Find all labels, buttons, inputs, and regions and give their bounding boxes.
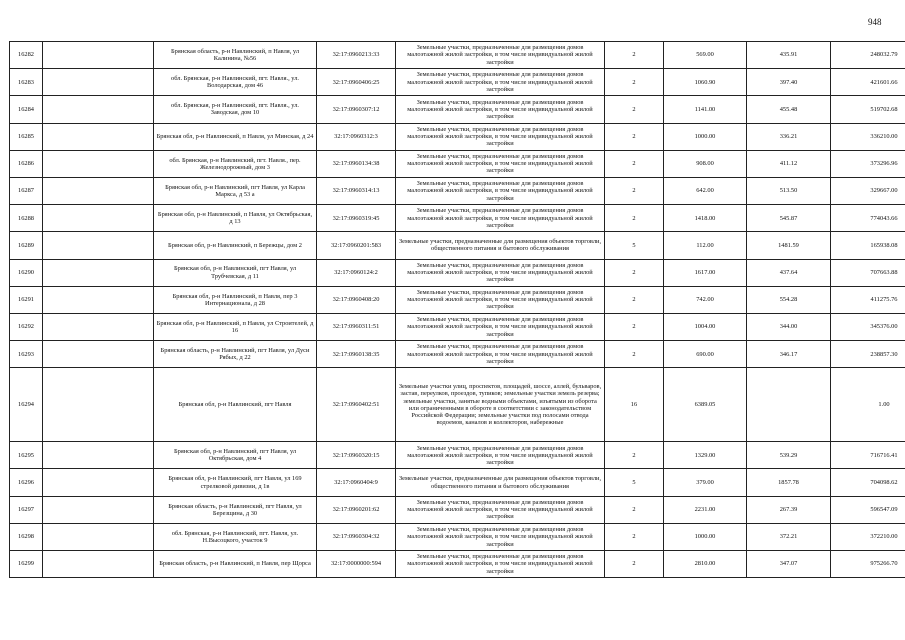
table-row (10, 69, 905, 96)
specific-value-cell: 437.64 (747, 259, 831, 286)
land-use-cell: Земельные участки, предназначенные для размещения домов малоэтажной жилой застройки, в том числе индивидуальной жилой застройки (396, 123, 605, 150)
cadastral-number-cell: 32:17:0960311:51 (317, 313, 396, 340)
row-number-cell: 16296 (10, 469, 43, 496)
cadastral-number-cell: 32:17:0960134:38 (317, 150, 396, 177)
row-number-cell: 16284 (10, 96, 43, 123)
use-group-code-cell: 16 (605, 368, 664, 442)
specific-value-cell: 267.39 (747, 496, 831, 523)
use-group-code-cell: 2 (605, 205, 664, 232)
use-group-code-cell: 2 (605, 442, 664, 469)
specific-value-cell: 539.29 (747, 442, 831, 469)
land-use-cell: Земельные участки, предназначенные для размещения домов малоэтажной жилой застройки, в том числе индивидуальной жилой застройки (396, 177, 605, 204)
area-cell: 379.00 (664, 469, 747, 496)
land-use-cell: Земельные участки, предназначенные для размещения домов малоэтажной жилой застройки, в том числе индивидуальной жилой застройки (396, 69, 605, 96)
empty-cell (43, 442, 154, 469)
area-cell: 1000.00 (664, 523, 747, 550)
land-use-cell: Земельные участки, предназначенные для размещения домов малоэтажной жилой застройки, в том числе индивидуальной жилой застройки (396, 496, 605, 523)
specific-value-cell: 513.50 (747, 177, 831, 204)
address-cell: Брянская обл, р-н Навлинский, п Навля, ул Строителей, д 16 (154, 313, 317, 340)
table-row (10, 496, 905, 523)
empty-cell (43, 96, 154, 123)
row-number-cell: 16287 (10, 177, 43, 204)
table-row (10, 341, 905, 368)
specific-value-cell: 344.00 (747, 313, 831, 340)
use-group-code-cell: 2 (605, 313, 664, 340)
cadastral-value-cell: 336210.00 (831, 123, 905, 150)
cadastral-value-table (9, 41, 905, 578)
use-group-code-cell: 2 (605, 177, 664, 204)
area-cell: 1141.00 (664, 96, 747, 123)
table-row (10, 259, 905, 286)
cadastral-value-cell: 238857.30 (831, 341, 905, 368)
land-use-cell: Земельные участки, предназначенные для размещения объектов торговли, общественного питания и бытового обслуживания (396, 469, 605, 496)
land-use-cell: Земельные участки, предназначенные для размещения домов малоэтажной жилой застройки, в том числе индивидуальной жилой застройки (396, 286, 605, 313)
empty-cell (43, 42, 154, 69)
table-row (10, 150, 905, 177)
use-group-code-cell: 2 (605, 42, 664, 69)
land-use-cell: Земельные участки, предназначенные для размещения домов малоэтажной жилой застройки, в том числе индивидуальной жилой застройки (396, 96, 605, 123)
address-cell: обл. Брянская, р-н Навлинский, пгт. Навля., пер. Железнодорожный, дом 3 (154, 150, 317, 177)
area-cell: 1617.00 (664, 259, 747, 286)
cadastral-number-cell: 32:17:0960312:3 (317, 123, 396, 150)
area-cell: 1418.00 (664, 205, 747, 232)
cadastral-value-cell: 421601.66 (831, 69, 905, 96)
cadastral-value-cell: 329667.00 (831, 177, 905, 204)
use-group-code-cell: 2 (605, 150, 664, 177)
use-group-code-cell: 2 (605, 259, 664, 286)
row-number-cell: 16298 (10, 523, 43, 550)
use-group-code-cell: 2 (605, 286, 664, 313)
cadastral-number-cell: 32:17:0960138:35 (317, 341, 396, 368)
area-cell: 569.00 (664, 42, 747, 69)
cadastral-value-cell: 372210.00 (831, 523, 905, 550)
use-group-code-cell: 2 (605, 496, 664, 523)
area-cell: 690.00 (664, 341, 747, 368)
row-number-cell: 16289 (10, 232, 43, 259)
empty-cell (43, 313, 154, 340)
land-use-cell: Земельные участки, предназначенные для размещения домов малоэтажной жилой застройки, в том числе индивидуальной жилой застройки (396, 341, 605, 368)
use-group-code-cell: 5 (605, 232, 664, 259)
empty-cell (43, 123, 154, 150)
cadastral-value-cell: 411275.76 (831, 286, 905, 313)
cadastral-value-cell: 596547.09 (831, 496, 905, 523)
land-use-cell: Земельные участки улиц, проспектов, площадей, шоссе, аллей, бульваров, застав, переулков, проездов, тупиков; земельные участки земель резерва; земельные участки, занятые водными объектами, изъятыми из оборота или ограниченными в обороте в соответствии с законодательством Российской Федерации; земельные участки под полосами отвода водоемов, каналов и коллекторов, набережные (396, 368, 605, 442)
area-cell: 642.00 (664, 177, 747, 204)
land-use-cell: Земельные участки, предназначенные для размещения домов малоэтажной жилой застройки, в том числе индивидуальной жилой застройки (396, 551, 605, 578)
address-cell: Брянская обл, р-н Навлинский, пгт Навля, ул Карла Маркса, д 53 а (154, 177, 317, 204)
empty-cell (43, 232, 154, 259)
area-cell: 1060.90 (664, 69, 747, 96)
cadastral-number-cell: 32:17:0960406:25 (317, 69, 396, 96)
cadastral-number-cell: 32:17:0960307:12 (317, 96, 396, 123)
row-number-cell: 16282 (10, 42, 43, 69)
cadastral-value-cell: 975266.70 (831, 551, 905, 578)
address-cell: Брянская обл, р-н Навлинский, пгт Навля (154, 368, 317, 442)
table-row (10, 368, 905, 442)
page-number: 948 (868, 17, 882, 27)
address-cell: Брянская обл, р-н Навлинский, п Навля, ул Октябрьская, д 13 (154, 205, 317, 232)
cadastral-number-cell: 32:17:0960319:45 (317, 205, 396, 232)
address-cell: Брянская обл, р-н Навлинский, п Навля, пер 3 Интернационала, д 28 (154, 286, 317, 313)
cadastral-number-cell: 32:17:0960408:20 (317, 286, 396, 313)
table-row (10, 177, 905, 204)
specific-value-cell: 347.07 (747, 551, 831, 578)
use-group-code-cell: 2 (605, 551, 664, 578)
specific-value-cell: 1481.59 (747, 232, 831, 259)
cadastral-value-cell: 716716.41 (831, 442, 905, 469)
land-use-cell: Земельные участки, предназначенные для размещения домов малоэтажной жилой застройки, в том числе индивидуальной жилой застройки (396, 205, 605, 232)
cadastral-value-cell: 373296.96 (831, 150, 905, 177)
specific-value-cell: 455.48 (747, 96, 831, 123)
cadastral-number-cell: 32:17:0960320:15 (317, 442, 396, 469)
row-number-cell: 16290 (10, 259, 43, 286)
row-number-cell: 16288 (10, 205, 43, 232)
address-cell: Брянская обл, р-н Навлинский, пгт Навля, ул Октябрьская, дом 4 (154, 442, 317, 469)
row-number-cell: 16297 (10, 496, 43, 523)
cadastral-number-cell: 32:17:0960201:62 (317, 496, 396, 523)
cadastral-number-cell: 32:17:0960124:2 (317, 259, 396, 286)
cadastral-value-cell: 707663.88 (831, 259, 905, 286)
address-cell: Брянская обл, р-н Навлинский, пгт Навля, ул Трубчевская, д 11 (154, 259, 317, 286)
table-row (10, 205, 905, 232)
cadastral-value-cell: 248032.79 (831, 42, 905, 69)
use-group-code-cell: 5 (605, 469, 664, 496)
row-number-cell: 16292 (10, 313, 43, 340)
cadastral-value-cell: 345376.00 (831, 313, 905, 340)
table-row (10, 42, 905, 69)
area-cell: 6389.05 (664, 368, 747, 442)
empty-cell (43, 286, 154, 313)
land-use-cell: Земельные участки, предназначенные для размещения домов малоэтажной жилой застройки, в том числе индивидуальной жилой застройки (396, 442, 605, 469)
cadastral-value-cell: 519702.68 (831, 96, 905, 123)
area-cell: 742.00 (664, 286, 747, 313)
cadastral-number-cell: 32:17:0960213:33 (317, 42, 396, 69)
table-row (10, 551, 905, 578)
empty-cell (43, 150, 154, 177)
table-row (10, 96, 905, 123)
empty-cell (43, 469, 154, 496)
empty-cell (43, 368, 154, 442)
cadastral-value-cell: 1.00 (831, 368, 905, 442)
specific-value-cell: 411.12 (747, 150, 831, 177)
address-cell: Брянская область, р-н Навлинский, п Навля, ул Калинина, №56 (154, 42, 317, 69)
area-cell: 112.00 (664, 232, 747, 259)
address-cell: Брянская обл, р-н Навлинский, пгт Навля, ул 169 стрелковой дивизии, д 1в (154, 469, 317, 496)
address-cell: Брянская обл, р-н Навлинский, п Бережцы, дом 2 (154, 232, 317, 259)
cadastral-value-cell: 165938.08 (831, 232, 905, 259)
table-body (10, 42, 905, 578)
use-group-code-cell: 2 (605, 523, 664, 550)
use-group-code-cell: 2 (605, 69, 664, 96)
use-group-code-cell: 2 (605, 96, 664, 123)
empty-cell (43, 259, 154, 286)
area-cell: 1000.00 (664, 123, 747, 150)
row-number-cell: 16286 (10, 150, 43, 177)
specific-value-cell: 1857.78 (747, 469, 831, 496)
specific-value-cell: 336.21 (747, 123, 831, 150)
empty-cell (43, 551, 154, 578)
empty-cell (43, 69, 154, 96)
empty-cell (43, 177, 154, 204)
empty-cell (43, 341, 154, 368)
area-cell: 1004.00 (664, 313, 747, 340)
specific-value-cell: 435.91 (747, 42, 831, 69)
cadastral-number-cell: 32:17:0960314:13 (317, 177, 396, 204)
row-number-cell: 16295 (10, 442, 43, 469)
address-cell: Брянская обл, р-н Навлинский, п Навля, ул Минская, д 24 (154, 123, 317, 150)
cadastral-number-cell: 32:17:0960304:32 (317, 523, 396, 550)
specific-value-cell: 346.17 (747, 341, 831, 368)
row-number-cell: 16299 (10, 551, 43, 578)
address-cell: Брянская область, р-н Навлинский, пгт Навля, ул Березщина, д 30 (154, 496, 317, 523)
empty-cell (43, 496, 154, 523)
table-row (10, 313, 905, 340)
area-cell: 2231.00 (664, 496, 747, 523)
table-row (10, 123, 905, 150)
land-use-cell: Земельные участки, предназначенные для размещения объектов торговли, общественного питания и бытового обслуживания (396, 232, 605, 259)
land-use-cell: Земельные участки, предназначенные для размещения домов малоэтажной жилой застройки, в том числе индивидуальной жилой застройки (396, 523, 605, 550)
row-number-cell: 16283 (10, 69, 43, 96)
specific-value-cell: 554.28 (747, 286, 831, 313)
table-row (10, 523, 905, 550)
land-use-cell: Земельные участки, предназначенные для размещения домов малоэтажной жилой застройки, в том числе индивидуальной жилой застройки (396, 259, 605, 286)
empty-cell (43, 523, 154, 550)
area-cell: 2810.00 (664, 551, 747, 578)
address-cell: обл. Брянская, р-н Навлинский, пгт. Навля., ул. Володарская, дом 46 (154, 69, 317, 96)
row-number-cell: 16293 (10, 341, 43, 368)
specific-value-cell: 397.40 (747, 69, 831, 96)
use-group-code-cell: 2 (605, 123, 664, 150)
specific-value-cell: 545.87 (747, 205, 831, 232)
address-cell: Брянская область, р-н Навлинский, пгт Навля, ул Дуси Рябых, д 22 (154, 341, 317, 368)
land-use-cell: Земельные участки, предназначенные для размещения домов малоэтажной жилой застройки, в том числе индивидуальной жилой застройки (396, 150, 605, 177)
use-group-code-cell: 2 (605, 341, 664, 368)
area-cell: 908.00 (664, 150, 747, 177)
cadastral-number-cell: 32:17:0960201:583 (317, 232, 396, 259)
table-row (10, 286, 905, 313)
table-row (10, 442, 905, 469)
land-use-cell: Земельные участки, предназначенные для размещения домов малоэтажной жилой застройки, в том числе индивидуальной жилой застройки (396, 313, 605, 340)
cadastral-number-cell: 32:17:0960404:9 (317, 469, 396, 496)
specific-value-cell: 372.21 (747, 523, 831, 550)
land-use-cell: Земельные участки, предназначенные для размещения домов малоэтажной жилой застройки, в том числе индивидуальной жилой застройки (396, 42, 605, 69)
address-cell: обл. Брянская, р-н Навлинский, пгт. Навля, ул. Н.Высоцкого, участок 9 (154, 523, 317, 550)
row-number-cell: 16285 (10, 123, 43, 150)
cadastral-value-cell: 774043.66 (831, 205, 905, 232)
row-number-cell: 16294 (10, 368, 43, 442)
specific-value-cell (747, 368, 831, 442)
empty-cell (43, 205, 154, 232)
address-cell: обл. Брянская, р-н Навлинский, пгт. Навля., ул. Заводская, дом 10 (154, 96, 317, 123)
cadastral-number-cell: 32:17:0960402:51 (317, 368, 396, 442)
cadastral-value-cell: 704098.62 (831, 469, 905, 496)
cadastral-number-cell: 32:17:0000000:594 (317, 551, 396, 578)
address-cell: Брянская область, р-н Навлинский, п Навля, пер Щорса (154, 551, 317, 578)
row-number-cell: 16291 (10, 286, 43, 313)
table-row (10, 469, 905, 496)
table-row (10, 232, 905, 259)
area-cell: 1329.00 (664, 442, 747, 469)
